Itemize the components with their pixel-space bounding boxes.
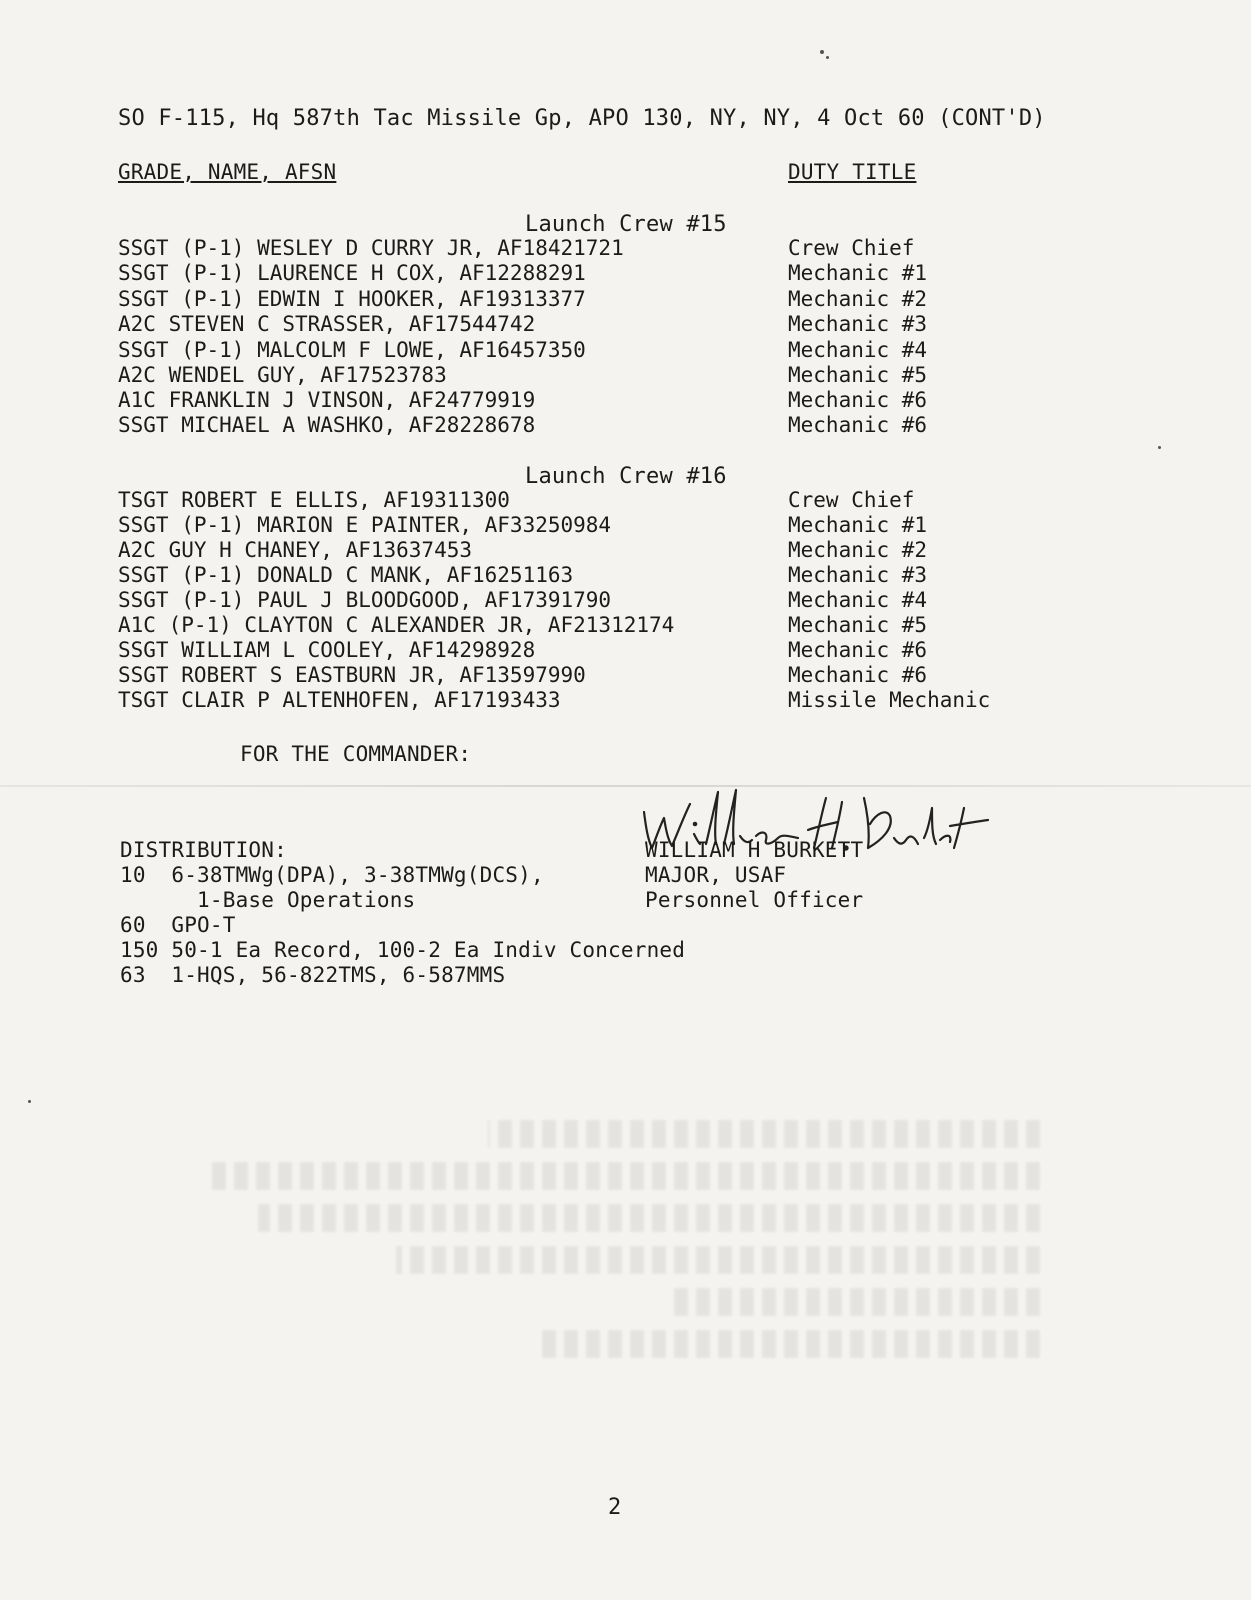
crew-member-row [118,513,1018,538]
member-name: SSGT (P-1) PAUL J BLOODGOOD, AF17391790 [118,588,612,612]
crew-member-row [118,261,1018,286]
distribution-line: 150 50-1 Ea Record, 100-2 Ea Indiv Concerned [120,938,686,962]
member-name: A2C STEVEN C STRASSER, AF17544742 [118,312,536,336]
signer-name: WILLIAM H BURKETT [645,838,864,862]
member-duty: Mechanic #6 [788,663,928,687]
member-name: SSGT (P-1) MARION E PAINTER, AF33250984 [118,513,612,537]
ink-speck [826,56,829,59]
member-name: TSGT ROBERT E ELLIS, AF19311300 [118,488,510,512]
crew-member-row [118,236,1018,261]
crew-member-row [118,488,1018,513]
member-name: SSGT MICHAEL A WASHKO, AF28228678 [118,413,536,437]
member-duty: Mechanic #4 [788,338,928,362]
reverse-side-bleed-through [120,1120,1040,1450]
member-duty: Mechanic #2 [788,538,928,562]
member-duty: Mechanic #4 [788,588,928,612]
member-duty: Mechanic #3 [788,312,928,336]
distribution-line: 10 6-38TMWg(DPA), 3-38TMWg(DCS), [120,863,544,887]
member-duty: Mechanic #5 [788,613,928,637]
member-name: TSGT CLAIR P ALTENHOFEN, AF17193433 [118,688,561,712]
member-duty: Mechanic #1 [788,261,928,285]
member-duty: Missile Mechanic [788,688,991,712]
crew-member-row [118,413,1018,438]
member-name: A1C FRANKLIN J VINSON, AF24779919 [118,388,536,412]
member-duty: Mechanic #2 [788,287,928,311]
distribution-line: 1-Base Operations [120,888,416,912]
member-name: SSGT (P-1) LAURENCE H COX, AF12288291 [118,261,586,285]
paper-fold-line [0,785,1251,787]
member-name: SSGT ROBERT S EASTBURN JR, AF13597990 [118,663,586,687]
column-header-duty-title: DUTY TITLE [788,160,917,184]
column-header-grade-name-afsn: GRADE, NAME, AFSN [118,160,337,184]
crew-member-row [118,388,1018,413]
member-name: SSGT (P-1) WESLEY D CURRY JR, AF18421721 [118,236,624,260]
member-name: SSGT (P-1) DONALD C MANK, AF16251163 [118,563,574,587]
crew-member-row [118,688,1018,713]
crew-member-row [118,563,1018,588]
order-header: SO F-115, Hq 587th Tac Missile Gp, APO 130, NY, NY, 4 Oct 60 (CONT'D) [118,106,1046,131]
crew-member-row [118,312,1018,337]
crew-title: Launch Crew #15 [525,212,727,237]
member-name: SSGT (P-1) EDWIN I HOOKER, AF19313377 [118,287,586,311]
crew-member-row [118,338,1018,363]
ink-speck [820,50,824,54]
crew-member-row [118,663,1018,688]
member-name: A2C WENDEL GUY, AF17523783 [118,363,447,387]
member-name: SSGT (P-1) MALCOLM F LOWE, AF16457350 [118,338,586,362]
member-duty: Crew Chief [788,236,915,260]
ink-speck [1158,446,1161,449]
crew-member-row [118,538,1018,563]
member-duty: Crew Chief [788,488,915,512]
for-the-commander: FOR THE COMMANDER: [240,742,472,766]
member-duty: Mechanic #5 [788,363,928,387]
distribution-heading: DISTRIBUTION: [120,838,287,862]
crew-member-row [118,613,1018,638]
member-duty: Mechanic #6 [788,388,928,412]
member-duty: Mechanic #6 [788,638,928,662]
member-duty: Mechanic #3 [788,563,928,587]
page-number: 2 [608,1495,622,1520]
signer-title: Personnel Officer [645,888,864,912]
distribution-line: 60 GPO-T [120,913,236,937]
crew-member-row [118,588,1018,613]
ink-speck [28,1100,31,1103]
crew-member-row [118,638,1018,663]
member-name: SSGT WILLIAM L COOLEY, AF14298928 [118,638,536,662]
member-name: A1C (P-1) CLAYTON C ALEXANDER JR, AF21312174 [118,613,675,637]
crew-member-row [118,363,1018,388]
member-duty: Mechanic #6 [788,413,928,437]
signer-rank: MAJOR, USAF [645,863,787,887]
distribution-line: 63 1-HQS, 56-822TMS, 6-587MMS [120,963,506,987]
member-duty: Mechanic #1 [788,513,928,537]
crew-member-row [118,287,1018,312]
member-name: A2C GUY H CHANEY, AF13637453 [118,538,473,562]
crew-title: Launch Crew #16 [525,464,727,489]
